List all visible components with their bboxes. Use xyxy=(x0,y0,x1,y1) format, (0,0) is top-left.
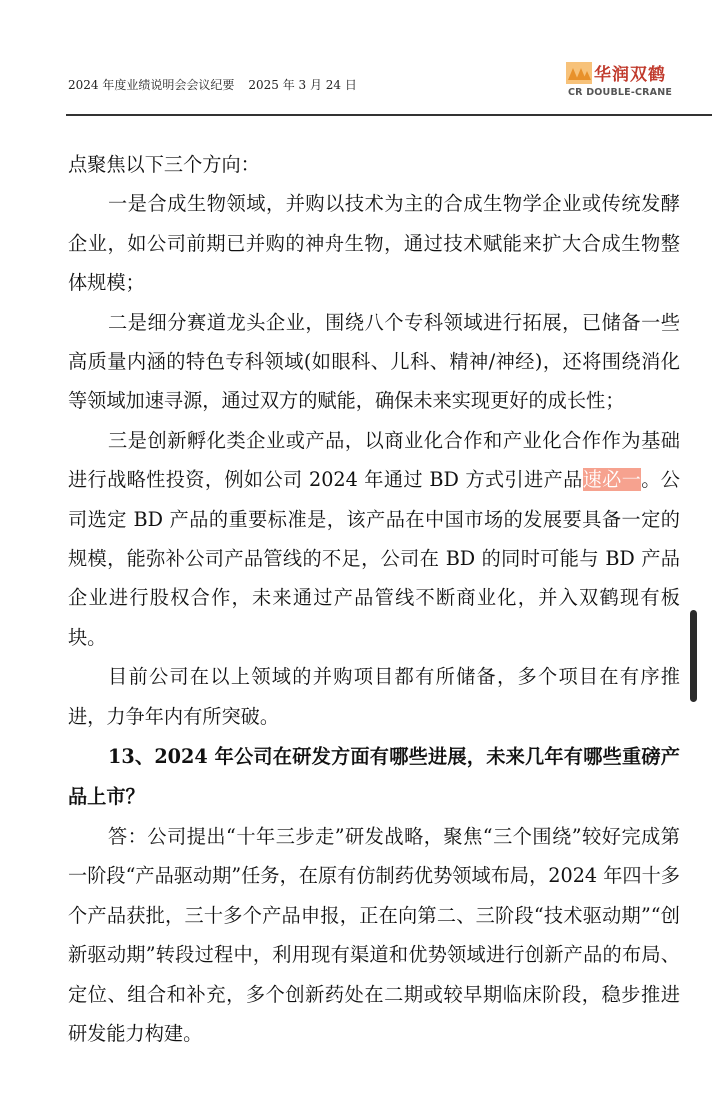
paragraph-niche-leaders: 二是细分赛道龙头企业，围绕八个专科领域进行拓展，已储备一些高质量内涵的特色专科领域(如眼科、儿科、精神/神经)，还将围绕消化等领域加速寻源，通过双方的赋能，确保未来实现更好的成长性； xyxy=(68,310,680,413)
paragraph-mna-progress: 目前公司在以上领域的并购项目都有所储备，多个项目在有序推进，力争年内有所突破。 xyxy=(68,665,680,728)
header-text xyxy=(68,76,357,93)
highlighted-product-name: 速必一 xyxy=(582,468,642,492)
paragraph-intro: 点聚焦以下三个方向： xyxy=(68,153,260,176)
paragraph-text: 。公司选定 BD 产品的重要标准是，该产品在中国市场的发展要具备一定的规模，能弥补公司产品管线的不足，公司在 BD 的同时可能与 BD 产品企业进行股权合作，未来通过产品管线不断商业化，并入双鹤现有板块。 xyxy=(68,468,680,649)
question-heading: 13、2024 年公司在研发方面有哪些进展，未来几年有哪些重磅产品上市？ xyxy=(68,745,680,808)
company-logo xyxy=(566,60,686,104)
paragraph-text: 三是创新孵化类企业或产品，以商业化合作和产业化合作作为基础进行战略性投资，例如公司 2024 年通过 BD 方式引进产品 xyxy=(68,428,680,492)
document-body xyxy=(68,145,680,1053)
paragraph-innovation-incubation xyxy=(68,421,680,657)
document-title: 2024 年度业绩说明会会议纪要 xyxy=(68,78,235,92)
page-header xyxy=(66,58,712,116)
logo-chinese-text: 华润双鹤 xyxy=(594,65,666,85)
document-date: 2025 年 3 月 24 日 xyxy=(248,78,357,92)
answer-paragraph: 答：公司提出“十年三步走”研发战略，聚焦“三个围绕”较好完成第一阶段“产品驱动期”任务，在原有仿制药优势领域布局，2024 年四十多个产品获批，三十多个产品申报，正在向第二、三阶段“技术驱动期”“创新驱动期”转段过程中，利用现有渠道和优势领域进行创新产品的布局、定位、组合和补充，多个创新药处在二期或较早期临床阶段，稳步推进研发能力构建。 xyxy=(68,824,680,1045)
paragraph-synthetic-biology: 一是合成生物领域，并购以技术为主的合成生物学企业或传统发酵企业，如公司前期已并购的神舟生物，通过技术赋能来扩大合成生物整体规模； xyxy=(68,192,680,295)
scrollbar-thumb[interactable] xyxy=(690,610,697,702)
logo-english-text: CR DOUBLE-CRANE xyxy=(568,87,673,98)
crane-logo-icon xyxy=(566,62,592,84)
